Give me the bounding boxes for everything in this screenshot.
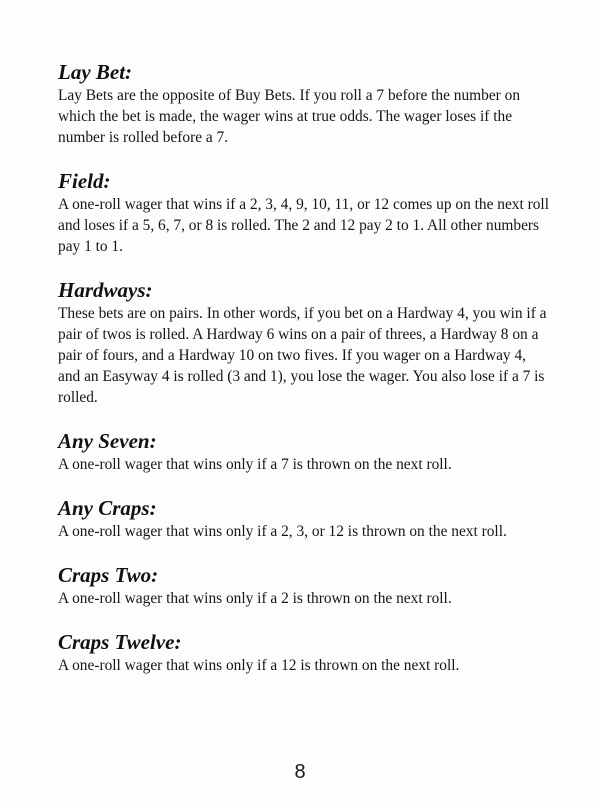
section-heading: Field: xyxy=(58,169,111,193)
section-body: A one-roll wager that wins if a 2, 3, 4, 9, 10, 11, or 12 comes up on the next roll and loses if a 5, 6, 7, or 8 is rolled. The 2 and 12 pay 2 to 1. All other numbers pay 1 to 1. xyxy=(58,196,549,255)
section-any-seven xyxy=(58,429,550,475)
section-body: A one-roll wager that wins only if a 7 is thrown on the next roll. xyxy=(58,456,452,473)
section-heading: Any Craps: xyxy=(58,496,157,520)
section-heading: Any Seven: xyxy=(58,429,157,453)
section-body: Lay Bets are the opposite of Buy Bets. If you roll a 7 before the number on which the bet is made, the wager wins at true odds. The wager loses if the number is rolled before a 7. xyxy=(58,87,521,146)
page-number: 8 xyxy=(294,761,306,783)
section-heading: Hardways: xyxy=(58,278,153,302)
section-heading: Craps Twelve: xyxy=(58,630,182,654)
section-hardways xyxy=(58,278,550,408)
section-craps-two xyxy=(58,563,550,609)
page-content xyxy=(58,60,550,697)
section-field xyxy=(58,169,550,257)
section-body: A one-roll wager that wins only if a 2, 3, or 12 is thrown on the next roll. xyxy=(58,523,507,540)
section-body: A one-roll wager that wins only if a 12 is thrown on the next roll. xyxy=(58,657,460,674)
section-any-craps xyxy=(58,496,550,542)
section-body: A one-roll wager that wins only if a 2 is thrown on the next roll. xyxy=(58,590,452,607)
section-lay-bet xyxy=(58,60,550,148)
section-craps-twelve xyxy=(58,630,550,676)
section-heading: Craps Two: xyxy=(58,563,159,587)
section-heading: Lay Bet: xyxy=(58,60,133,84)
section-body: These bets are on pairs. In other words, if you bet on a Hardway 4, you win if a pair of twos is rolled. A Hardway 6 wins on a pair of threes, a Hardway 8 on a pair of fours, and a Hardway 10 on two fives. If you wager on a Hardway 4, and an Easyway 4 is rolled (3 and 1), you lose the wager. You also lose if a 7 is rolled. xyxy=(58,305,547,406)
